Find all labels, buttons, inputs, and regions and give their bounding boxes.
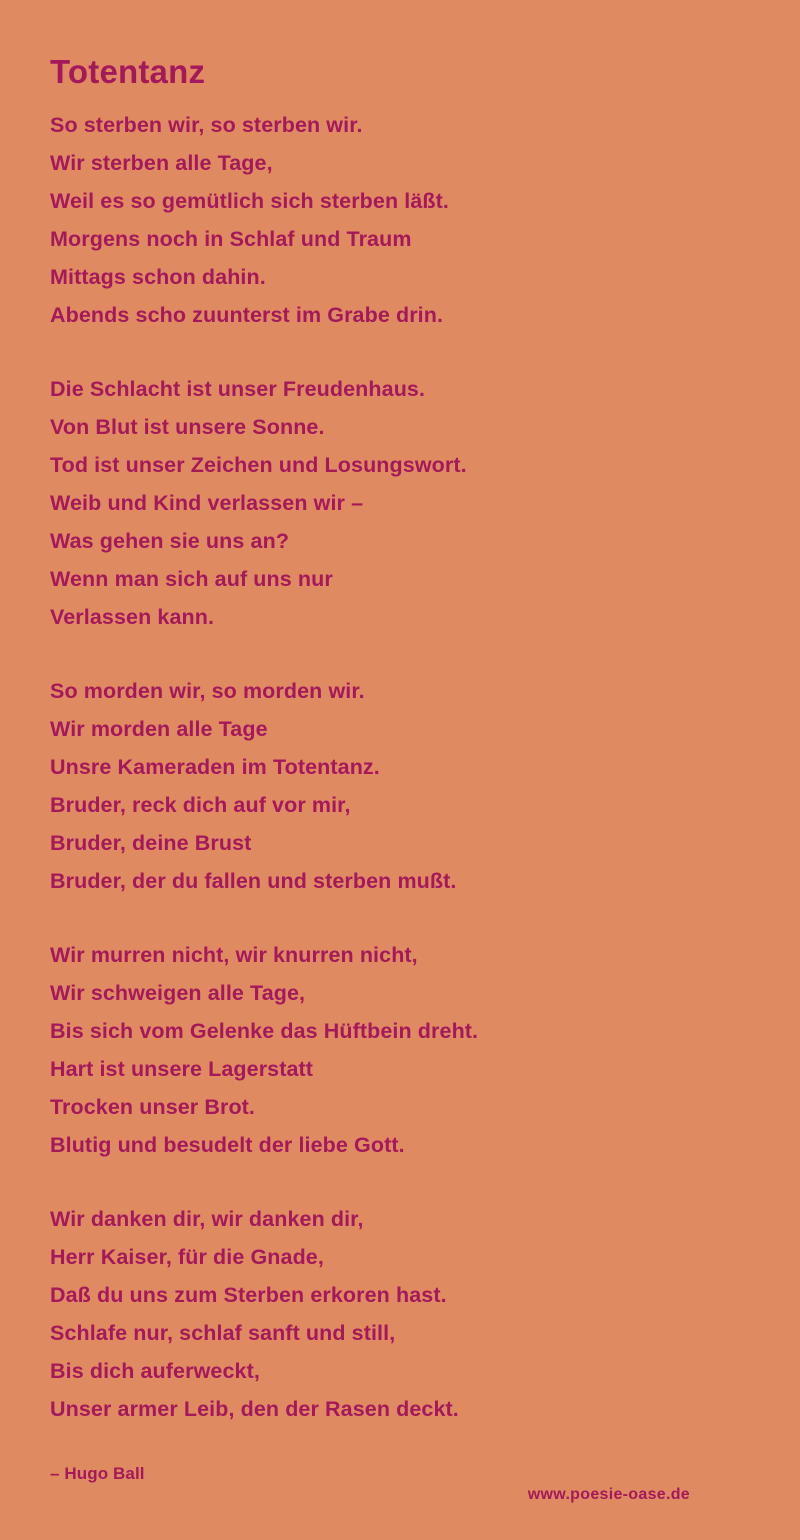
poem-line: Unsre Kameraden im Totentanz. [50,754,380,779]
site-url: www.poesie-oase.de [527,1486,690,1503]
poem-line: Trocken unser Brot. [50,1094,256,1119]
poem-line: Wir schweigen alle Tage, [50,980,306,1005]
stanza-2 [50,370,750,636]
poem-line: Die Schlacht ist unser Freudenhaus. [50,376,426,401]
poem-line: Bis dich auferweckt, [50,1358,260,1383]
poem-line: Hart ist unsere Lagerstatt [50,1056,314,1081]
poem-line: Bruder, der du fallen und sterben mußt. [50,868,457,893]
poem-line: Herr Kaiser, für die Gnade, [50,1244,324,1269]
poem-line: So sterben wir, so sterben wir. [50,112,363,137]
stanza-3 [50,672,750,900]
poem-line: Verlassen kann. [50,604,215,629]
page-title: Totentanz [50,53,206,90]
poem-line: Unser armer Leib, den der Rasen deckt. [50,1396,459,1421]
poem-line: Abends scho zuunterst im Grabe drin. [50,302,444,327]
poem-line: Wir danken dir, wir danken dir, [50,1206,364,1231]
poem-line: Bruder, reck dich auf vor mir, [50,792,351,817]
poem-line: Von Blut ist unsere Sonne. [50,414,325,439]
poem-line: Wenn man sich auf uns nur [50,566,333,591]
poem-line: Bruder, deine Brust [50,830,252,855]
poem-line: Weil es so gemütlich sich sterben läßt. [50,188,449,213]
poem-line: Daß du uns zum Sterben erkoren hast. [50,1282,447,1307]
poem-author: – Hugo Ball [50,1463,145,1483]
stanza-4 [50,936,750,1164]
poem-line: Wir murren nicht, wir knurren nicht, [50,942,418,967]
poem-line: Mittags schon dahin. [50,264,266,289]
poem-line: Was gehen sie uns an? [50,528,290,553]
poem-line: Wir morden alle Tage [50,716,268,741]
poem-line: Morgens noch in Schlaf und Traum [50,226,412,251]
stanza-1 [50,106,750,334]
poem-line: Schlafe nur, schlaf sanft und still, [50,1320,396,1345]
poem-line: So morden wir, so morden wir. [50,678,365,703]
poem-line: Wir sterben alle Tage, [50,150,273,175]
poem-line: Blutig und besudelt der liebe Gott. [50,1132,405,1157]
poem-line: Weib und Kind verlassen wir – [50,490,364,515]
poem-line: Bis sich vom Gelenke das Hüftbein dreht. [50,1018,479,1043]
stanza-5 [50,1200,750,1428]
poem-line: Tod ist unser Zeichen und Losungswort. [50,452,467,477]
